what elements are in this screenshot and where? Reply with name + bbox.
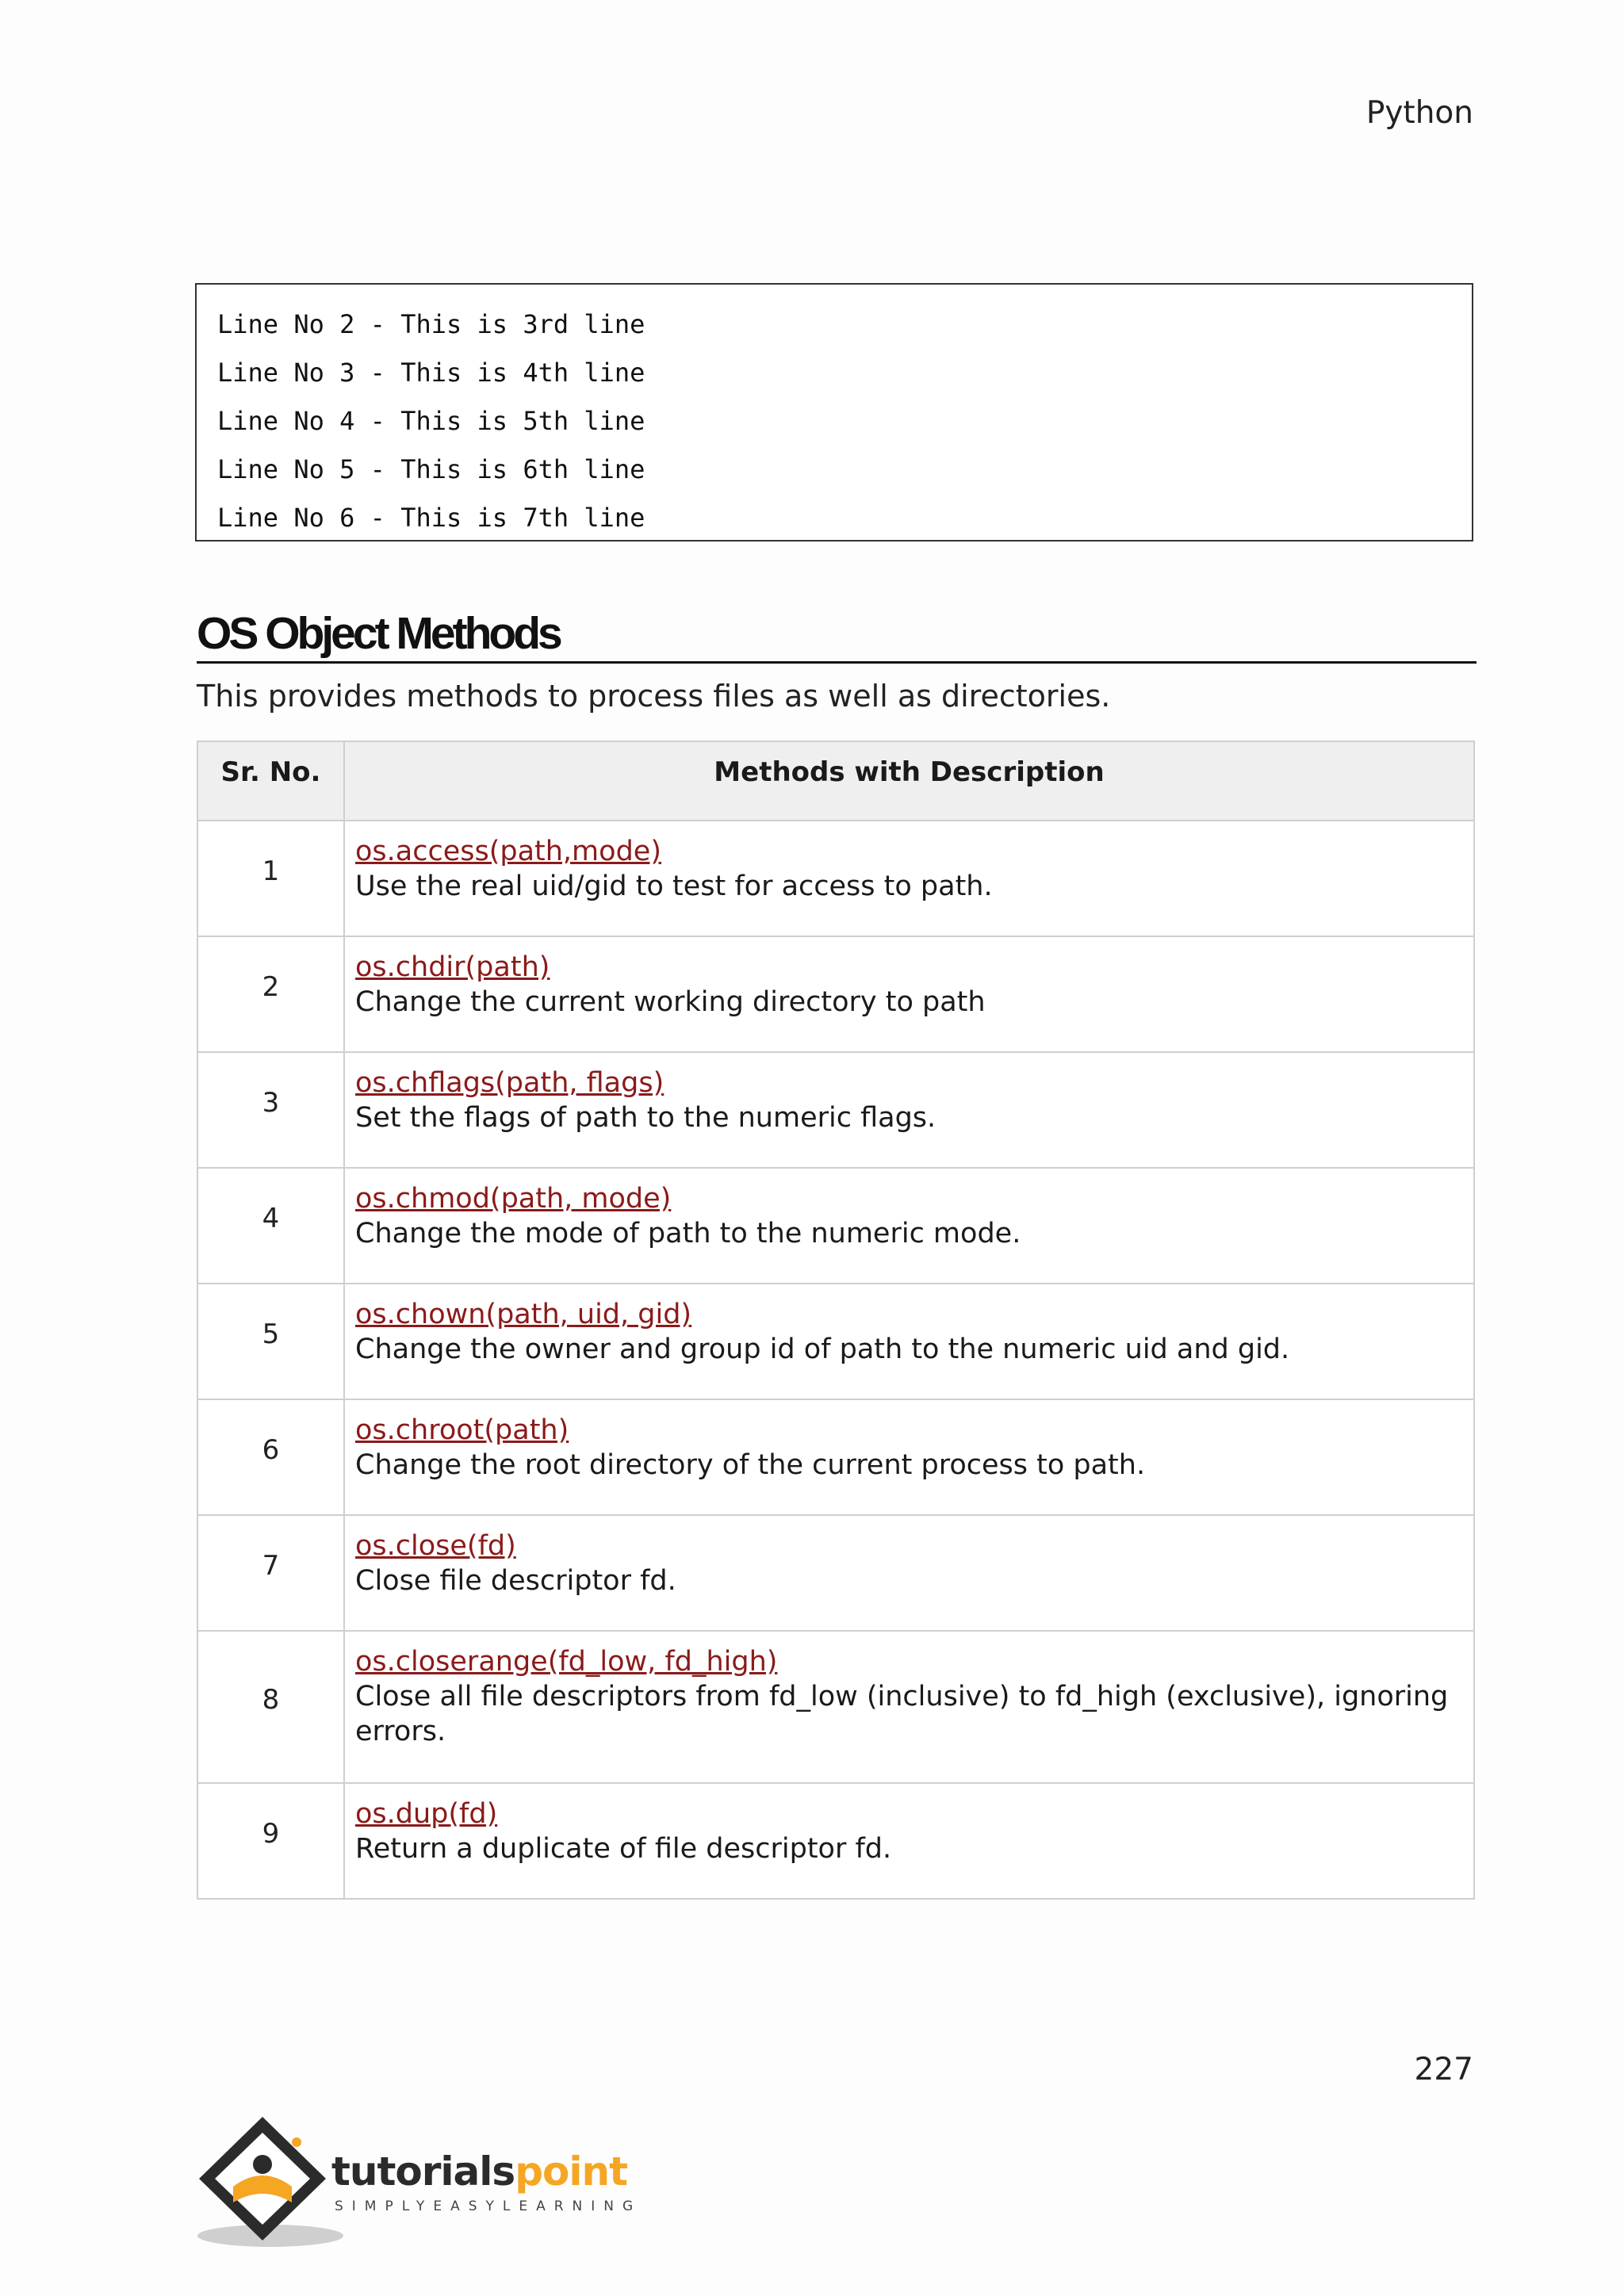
table-row <box>197 1515 1474 1631</box>
method-cell <box>344 1052 1474 1168</box>
code-output-box <box>195 283 1473 541</box>
code-line: Line No 5 - This is 6th line <box>217 454 645 484</box>
tutorialspoint-logo <box>195 2109 687 2252</box>
method-link[interactable]: os.chown(path, uid, gid) <box>355 1299 692 1330</box>
method-cell <box>344 936 1474 1052</box>
method-description: Close file descriptor fd. <box>355 1565 676 1597</box>
row-number: 1 <box>197 821 344 936</box>
header-sr-no: Sr. No. <box>197 741 344 821</box>
section-intro: This provides methods to process files as well as directories. <box>197 679 1111 714</box>
table-row <box>197 1168 1474 1284</box>
logo-figure-head <box>253 2155 272 2174</box>
row-number: 6 <box>197 1399 344 1515</box>
method-cell <box>344 821 1474 936</box>
row-number: 4 <box>197 1168 344 1284</box>
method-link[interactable]: os.chroot(path) <box>355 1414 569 1446</box>
methods-table <box>197 740 1475 1900</box>
header-methods: Methods with Description <box>344 741 1474 821</box>
table-row <box>197 1284 1474 1399</box>
method-description: Change the root directory of the current process to path. <box>355 1449 1146 1481</box>
method-link[interactable]: os.dup(fd) <box>355 1798 498 1830</box>
method-description: Close all file descriptors from fd_low (inclusive) to fd_high (exclusive), ignoring errors. <box>355 1681 1449 1747</box>
method-link[interactable]: os.closerange(fd_low, fd_high) <box>355 1646 778 1678</box>
method-cell <box>344 1631 1474 1783</box>
logo-tagline: SIMPLYEASYLEARNING <box>335 2198 642 2214</box>
table-row <box>197 1631 1474 1783</box>
method-link[interactable]: os.chmod(path, mode) <box>355 1183 672 1215</box>
row-number: 9 <box>197 1783 344 1899</box>
row-number: 5 <box>197 1284 344 1399</box>
title-underline <box>197 661 1477 664</box>
method-cell <box>344 1168 1474 1284</box>
page-number: 227 <box>1414 2052 1473 2087</box>
method-description: Set the flags of path to the numeric flags. <box>355 1102 936 1134</box>
logo-star <box>292 2137 301 2147</box>
method-cell <box>344 1515 1474 1631</box>
method-cell <box>344 1783 1474 1899</box>
code-line: Line No 2 - This is 3rd line <box>217 309 645 339</box>
table-row <box>197 821 1474 936</box>
code-line: Line No 3 - This is 4th line <box>217 358 645 388</box>
method-link[interactable]: os.close(fd) <box>355 1530 516 1562</box>
row-number: 2 <box>197 936 344 1052</box>
code-line: Line No 6 - This is 7th line <box>217 503 645 533</box>
method-link[interactable]: os.access(path,mode) <box>355 836 661 867</box>
section-title: OS Object Methods <box>197 608 560 659</box>
row-number: 3 <box>197 1052 344 1168</box>
method-cell <box>344 1284 1474 1399</box>
code-line: Line No 4 - This is 5th line <box>217 406 645 436</box>
logo-wordmark: tutorialspoint <box>331 2149 627 2195</box>
method-description: Return a duplicate of file descriptor fd. <box>355 1833 892 1865</box>
row-number: 7 <box>197 1515 344 1631</box>
running-header: Python <box>1365 95 1473 131</box>
method-description: Change the owner and group id of path to the numeric uid and gid. <box>355 1334 1290 1365</box>
table-row <box>197 1399 1474 1515</box>
method-link[interactable]: os.chdir(path) <box>355 951 550 983</box>
method-link[interactable]: os.chflags(path, flags) <box>355 1067 665 1099</box>
method-description: Change the current working directory to path <box>355 986 986 1018</box>
table-row <box>197 1783 1474 1899</box>
table-row <box>197 1052 1474 1168</box>
method-cell <box>344 1399 1474 1515</box>
table-row <box>197 936 1474 1052</box>
method-description: Use the real uid/gid to test for access to path. <box>355 871 993 902</box>
method-description: Change the mode of path to the numeric mode. <box>355 1218 1021 1249</box>
row-number: 8 <box>197 1631 344 1783</box>
